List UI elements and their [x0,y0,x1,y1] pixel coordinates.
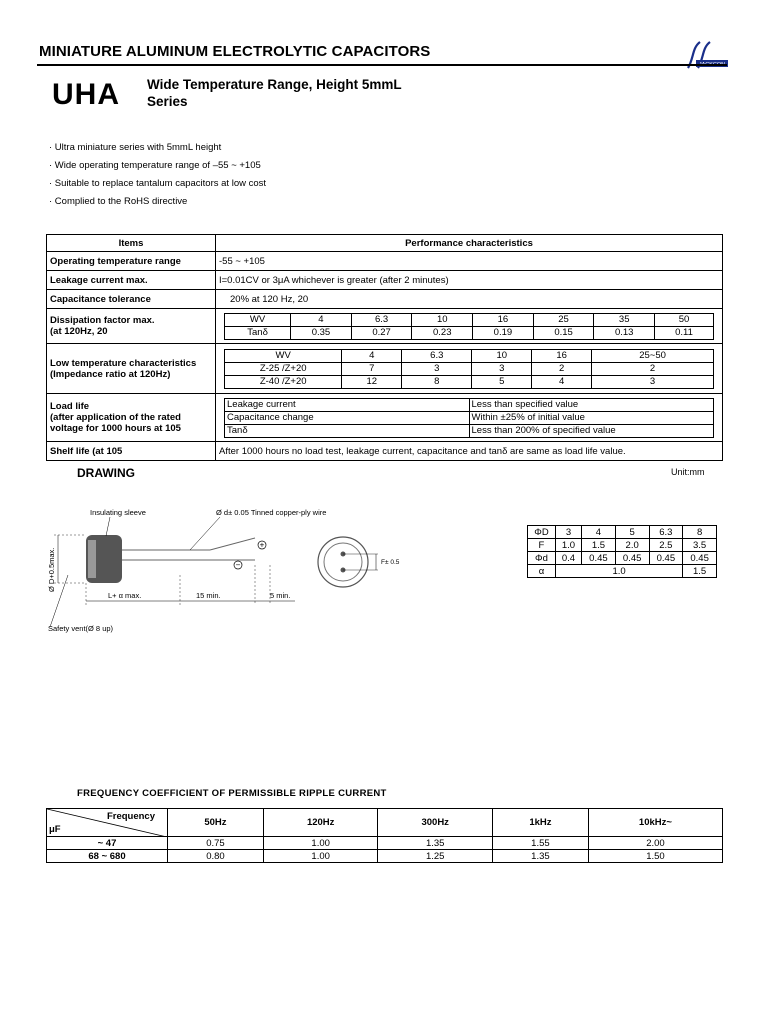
dissipation-label-line2: (at 120Hz, 20 [50,326,108,337]
dim-value: 3 [555,526,581,539]
df-wv-label: WV [225,313,291,326]
dim-header: Φd [528,552,556,565]
feature-item: · Suitable to replace tantalum capacitors at low cost [49,178,267,189]
load-life-label [47,394,216,442]
leakage-value: I=0.01CV or 3μA whichever is greater (after 2 minutes) [216,271,723,290]
load-life-label-line1: Load life [50,401,90,412]
drawing-title: DRAWING [77,466,135,480]
dim-value: 1.0 [555,565,682,578]
ripple-value: 2.00 [588,837,722,850]
minus-text: − [235,560,241,570]
length-label: L+ α max. [108,591,142,600]
dim-value: 3.5 [683,539,717,552]
df-wv-value: 25 [533,313,594,326]
lt-z40-value: 12 [342,375,402,388]
corner-frequency-label: Frequency [106,811,155,822]
insulating-sleeve-label: Insulating sleeve [90,508,146,517]
df-wv-value: 6.3 [351,313,412,326]
safety-vent-label: Safety vent(Ø 8 up) [48,624,114,633]
dim-value: 0.45 [582,552,616,565]
ripple-freq-header: 1kHz [492,809,588,837]
ripple-value: 1.35 [492,850,588,863]
lt-wv-value: 16 [532,349,592,362]
end-view-outer [318,537,368,587]
lead-wire [210,538,255,550]
lt-wv-value: 25~50 [592,349,714,362]
logo-text: JACKCON [698,62,726,68]
dim-header: F [528,539,556,552]
dim-value: 6.3 [649,526,683,539]
load-item: Tanδ [225,424,470,437]
df-tan-label: Tanδ [225,326,291,339]
df-tan-value: 0.23 [412,326,473,339]
ripple-value: 1.25 [378,850,493,863]
ripple-value: 0.80 [168,850,264,863]
ripple-freq-header: 120Hz [263,809,378,837]
load-item: Leakage current [225,398,470,411]
load-life-label-line3: voltage for 1000 hours at 105 [50,423,181,434]
load-item: Capacitance change [225,411,470,424]
dim-value: 5 [615,526,649,539]
dimension-table [527,525,717,578]
dim-value: 4 [582,526,616,539]
col-items-header: Items [47,235,216,252]
series-desc-line1: Wide Temperature Range, Height 5mmL [147,77,402,92]
dissipation-label-line1: Dissipation factor max. [50,315,155,326]
cap-tolerance-value: 20% at 120 Hz, 20 [216,290,723,309]
lt-z25-value: 3 [402,362,472,375]
low-temp-cell [216,344,723,394]
load-life-cell [216,394,723,442]
dim-value: 1.5 [582,539,616,552]
df-wv-value: 50 [655,313,714,326]
feature-item: · Ultra miniature series with 5mmL height [49,142,222,153]
df-tan-value: 0.15 [533,326,594,339]
spec-table [46,234,723,461]
ripple-corner-cell [47,809,168,837]
dim-header: ΦD [528,526,556,539]
lt-z40-value: 8 [402,375,472,388]
op-temp-value: -55 ~ +105 [216,252,723,271]
lt-z25-label: Z-25 /Z+20 [225,362,342,375]
corner-uf-label: μF [49,824,61,835]
capacitor-highlight [88,540,96,578]
df-wv-value: 35 [594,313,655,326]
lt-z40-value: 5 [472,375,532,388]
df-tan-value: 0.11 [655,326,714,339]
dim-value: 0.45 [683,552,717,565]
ripple-row-label: 68 ~ 680 [47,850,168,863]
ripple-value: 1.00 [263,837,378,850]
ripple-freq-header: 300Hz [378,809,493,837]
low-temp-label [47,344,216,394]
lt-wv-value: 10 [472,349,532,362]
df-tan-value: 0.27 [351,326,412,339]
capacitor-drawing [40,500,400,640]
lt-z25-value: 3 [472,362,532,375]
series-code: UHA [52,78,120,111]
dissipation-cell [216,309,723,344]
dim-value: 2.0 [615,539,649,552]
lt-wv-value: 4 [342,349,402,362]
ripple-value: 1.00 [263,850,378,863]
ripple-table [46,808,723,863]
dim-value: 8 [683,526,717,539]
low-temp-label-line2: (Impedance ratio at 120Hz) [50,368,171,380]
low-temp-label-line1: Low temperature characteristics [50,357,197,369]
df-wv-value: 16 [473,313,534,326]
load-life-label-line2: (after application of the rated [50,412,181,423]
df-wv-value: 10 [412,313,473,326]
wire-label: Ø d± 0.05 Tinned copper-ply wire [216,508,327,517]
end-view-inner [324,543,362,581]
df-tan-value: 0.13 [594,326,655,339]
unit-label: Unit:mm [671,467,705,477]
df-tan-value: 0.19 [473,326,534,339]
feature-item: · Wide operating temperature range of –55 ~ +105 [49,160,261,171]
ripple-value: 1.35 [378,837,493,850]
ripple-freq-header: 10kHz~ [588,809,722,837]
shelf-life-value: After 1000 hours no load test, leakage current, capacitance and tanδ are same as load life value. [216,442,723,461]
lt-z40-label: Z-40 /Z+20 [225,375,342,388]
document-title: MINIATURE ALUMINUM ELECTROLYTIC CAPACITORS [39,43,431,60]
dim-value: 0.45 [649,552,683,565]
cap-tolerance-label: Capacitance tolerance [47,290,216,309]
dim-value: 2.5 [649,539,683,552]
lt-z40-value: 3 [592,375,714,388]
end-length-label: 5 min. [270,591,291,600]
lt-z25-value: 2 [532,362,592,375]
col-performance-header: Performance characteristics [216,235,723,252]
leakage-label: Leakage current max. [47,271,216,290]
lt-wv-label: WV [225,349,342,362]
lead-length-label: 15 min. [196,591,221,600]
series-desc-line2: Series [147,94,188,109]
dim-value: 0.45 [615,552,649,565]
series-description [147,76,402,110]
lt-z40-value: 4 [532,375,592,388]
ripple-value: 1.55 [492,837,588,850]
pitch-label: F± 0.5 [381,559,400,566]
feature-item: · Complied to the RoHS directive [49,196,188,207]
load-criterion: Less than specified value [469,398,714,411]
dissipation-table [224,313,714,340]
op-temp-label: Operating temperature range [47,252,216,271]
ripple-row-label: ~ 47 [47,837,168,850]
dissipation-label [47,309,216,344]
dim-header: α [528,565,556,578]
feature-list [49,139,266,211]
ripple-title: FREQUENCY COEFFICIENT OF PERMISSIBLE RIPPLE CURRENT [77,788,387,799]
load-life-table [224,398,714,438]
diameter-label: Ø D+0.5max. [47,547,56,592]
df-wv-value: 4 [291,313,352,326]
ripple-value: 1.50 [588,850,722,863]
ripple-freq-header: 50Hz [168,809,264,837]
df-tan-value: 0.35 [291,326,352,339]
dim-value: 0.4 [555,552,581,565]
plus-text: + [259,540,265,550]
ripple-value: 0.75 [168,837,264,850]
header-rule [37,64,727,66]
load-criterion: Less than 200% of specified value [469,424,714,437]
lt-z25-value: 7 [342,362,402,375]
load-criterion: Within ±25% of initial value [469,411,714,424]
lt-wv-value: 6.3 [402,349,472,362]
dim-value: 1.0 [555,539,581,552]
dim-value: 1.5 [683,565,717,578]
shelf-life-label: Shelf life (at 105 [47,442,216,461]
low-temp-table [224,349,714,389]
lt-z25-value: 2 [592,362,714,375]
